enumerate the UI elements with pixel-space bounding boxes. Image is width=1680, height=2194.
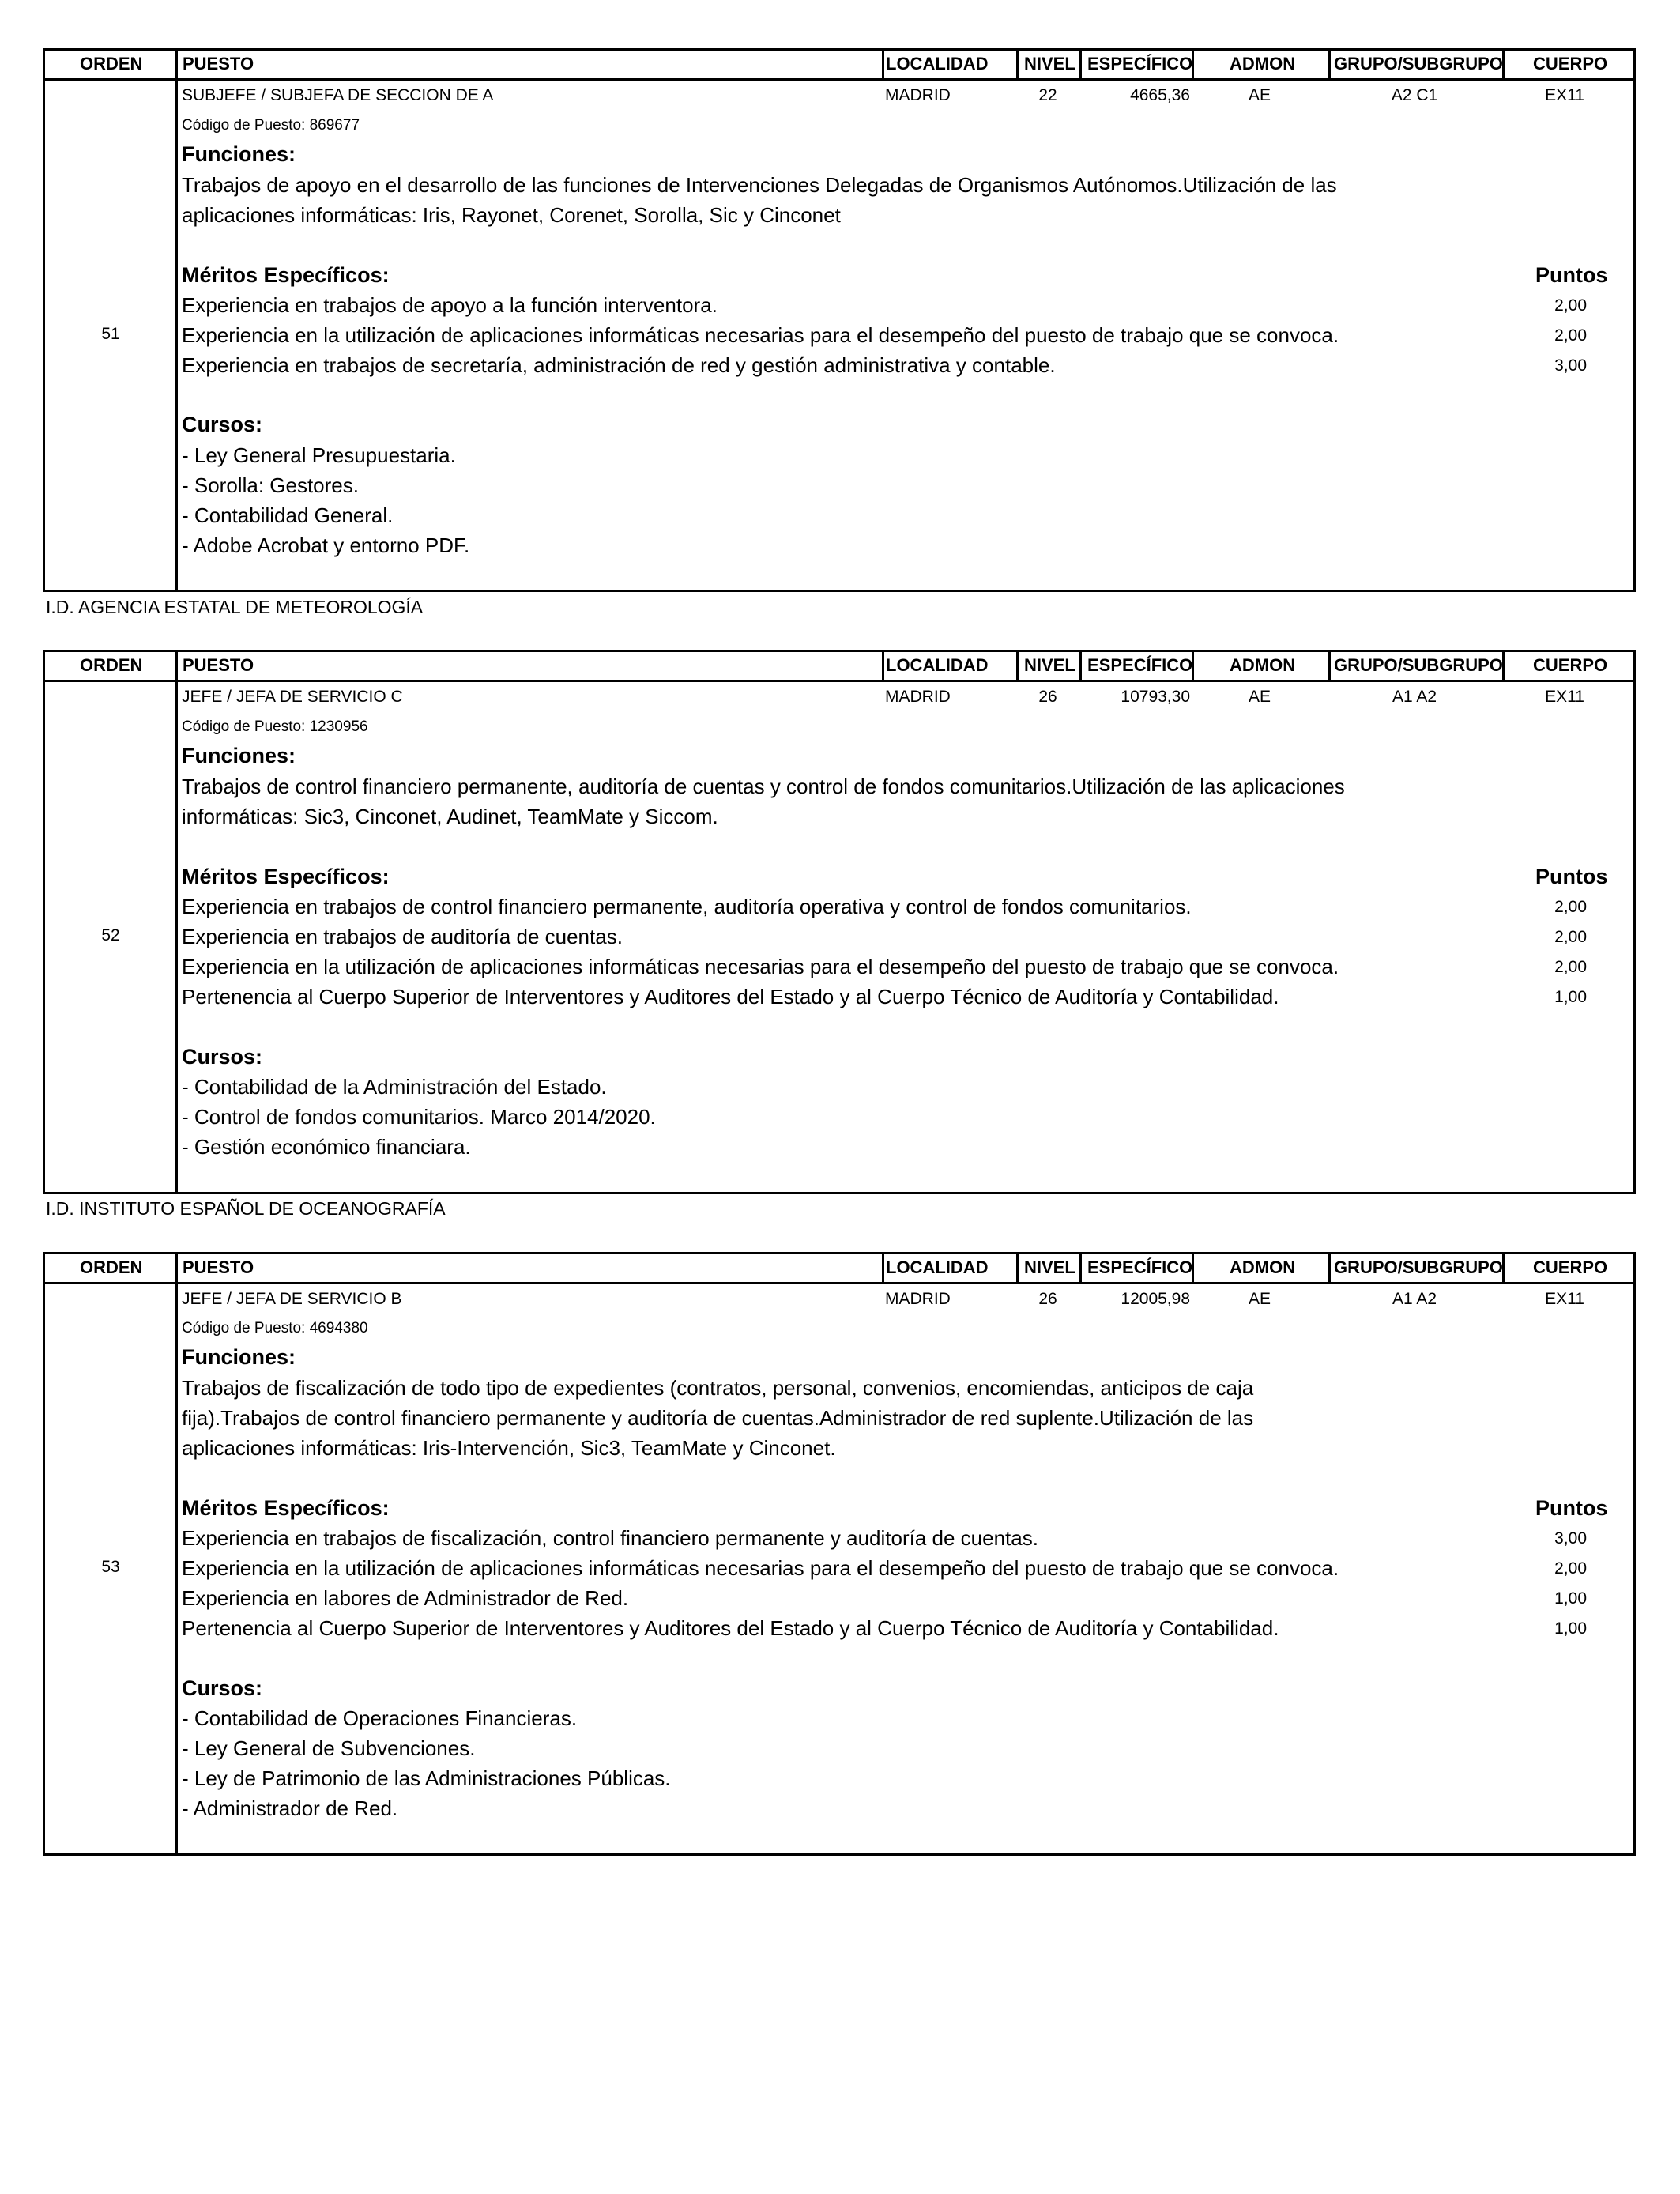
meritos-label: Méritos Específicos: [182, 865, 390, 888]
funciones-line: Trabajos de apoyo en el desarrollo de las funciones de Intervenciones Delegadas de Organismos Autónomos.Utilización de las [182, 173, 1337, 197]
admon-value: AE [1248, 1290, 1271, 1308]
header-separator [1502, 650, 1505, 681]
merito-puntos: 3,00 [1554, 356, 1587, 375]
merito-puntos: 3,00 [1554, 1529, 1587, 1547]
header-puesto: PUESTO [183, 655, 254, 675]
header-cuerpo: CUERPO [1533, 655, 1608, 675]
especifico-value: 10793,30 [1121, 688, 1190, 706]
funciones-line: Trabajos de control financiero permanente, auditoría de cuentas y control de fondos comunitarios.Utilización de las aplicaciones [182, 775, 1345, 798]
funciones-line: Trabajos de fiscalización de todo tipo de expedientes (contratos, personal, convenios, encomiendas, anticipos de caja [182, 1376, 1254, 1400]
orden-number: 51 [101, 325, 120, 343]
codigo-puesto: Código de Puesto: 869677 [182, 117, 360, 134]
header-separator [1016, 650, 1019, 681]
curso-item: - Administrador de Red. [182, 1796, 398, 1820]
column-header-row [43, 651, 1636, 680]
meritos-label: Méritos Específicos: [182, 263, 390, 287]
header-separator [1192, 1252, 1194, 1284]
localidad-value: MADRID [885, 86, 951, 104]
merito-text: Experiencia en la utilización de aplicaciones informáticas necesarias para el desempeño del puesto de trabajo que se convoca. [182, 323, 1339, 347]
header-separator [1328, 1252, 1331, 1284]
puntos-label: Puntos [1535, 865, 1608, 888]
curso-item: - Contabilidad de Operaciones Financieras. [182, 1706, 578, 1730]
header-puesto: PUESTO [183, 54, 254, 74]
header-admon: ADMON [1230, 1257, 1296, 1277]
admon-value: AE [1248, 688, 1271, 706]
header-grupo: GRUPO/SUBGRUPO [1334, 1257, 1503, 1277]
curso-item: - Contabilidad de la Administración del Estado. [182, 1075, 607, 1099]
section-title: I.D. INSTITUTO ESPAÑOL DE OCEANOGRAFÍA [46, 1198, 446, 1219]
admon-value: AE [1248, 86, 1271, 104]
section-title: I.D. AGENCIA ESTATAL DE METEOROLOGÍA [46, 597, 424, 617]
header-separator [1016, 48, 1019, 80]
merito-text: Experiencia en labores de Administrador de Red. [182, 1586, 629, 1610]
funciones-line: fija).Trabajos de control financiero permanente y auditoría de cuentas.Administrador de red suplente.Utilización de las [182, 1406, 1254, 1430]
header-especifico: ESPECÍFICO [1087, 655, 1193, 675]
header-separator [882, 48, 884, 80]
nivel-value: 26 [1038, 688, 1057, 706]
grupo-value: A2 C1 [1391, 86, 1438, 104]
header-localidad: LOCALIDAD [886, 54, 989, 74]
curso-item: - Control de fondos comunitarios. Marco 2014/2020. [182, 1105, 656, 1129]
header-grupo: GRUPO/SUBGRUPO [1334, 655, 1503, 675]
orden-number: 52 [101, 926, 120, 944]
header-separator [1079, 1252, 1082, 1284]
cuerpo-value: EX11 [1545, 1290, 1584, 1308]
merito-puntos: 2,00 [1554, 326, 1587, 345]
header-orden: ORDEN [80, 1257, 143, 1277]
entry-bottom-border [43, 1192, 1636, 1194]
curso-item: - Gestión económico financiara. [182, 1135, 471, 1159]
header-nivel: NIVEL [1024, 655, 1075, 675]
header-separator [1328, 48, 1331, 80]
header-separator [175, 650, 178, 1193]
header-bottom-border [43, 680, 1636, 682]
header-separator [882, 650, 884, 681]
header-separator [175, 1252, 178, 1856]
curso-item: - Adobe Acrobat y entorno PDF. [182, 533, 470, 557]
merito-text: Experiencia en la utilización de aplicaciones informáticas necesarias para el desempeño del puesto de trabajo que se convoca. [182, 955, 1339, 978]
nivel-value: 22 [1038, 86, 1057, 104]
merito-text: Experiencia en trabajos de auditoría de cuentas. [182, 925, 623, 948]
localidad-value: MADRID [885, 688, 951, 706]
header-nivel: NIVEL [1024, 54, 1075, 74]
curso-item: - Sorolla: Gestores. [182, 473, 359, 497]
header-separator [1079, 48, 1082, 80]
grupo-value: A1 A2 [1392, 688, 1437, 706]
merito-puntos: 2,00 [1554, 958, 1587, 976]
funciones-label: Funciones: [182, 1345, 296, 1369]
merito-text: Experiencia en trabajos de apoyo a la función interventora. [182, 293, 718, 317]
header-especifico: ESPECÍFICO [1087, 54, 1193, 74]
codigo-puesto: Código de Puesto: 4694380 [182, 1320, 368, 1336]
puesto-name: JEFE / JEFA DE SERVICIO C [182, 688, 403, 706]
merito-text: Experiencia en trabajos de secretaría, administración de red y gestión administrativa y contable. [182, 353, 1056, 377]
localidad-value: MADRID [885, 1290, 951, 1308]
header-orden: ORDEN [80, 655, 143, 675]
puntos-label: Puntos [1535, 263, 1608, 287]
header-separator [1502, 1252, 1505, 1284]
merito-text: Experiencia en la utilización de aplicaciones informáticas necesarias para el desempeño del puesto de trabajo que se convoca. [182, 1556, 1339, 1580]
header-admon: ADMON [1230, 54, 1296, 74]
header-grupo: GRUPO/SUBGRUPO [1334, 54, 1503, 74]
funciones-line: aplicaciones informáticas: Iris, Rayonet, Corenet, Sorolla, Sic y Cinconet [182, 203, 841, 227]
funciones-line: aplicaciones informáticas: Iris-Intervención, Sic3, TeamMate y Cinconet. [182, 1436, 836, 1460]
header-localidad: LOCALIDAD [886, 655, 989, 675]
merito-text: Experiencia en trabajos de control financiero permanente, auditoría operativa y control de fondos comunitarios. [182, 895, 1192, 918]
orden-number: 53 [101, 1558, 120, 1576]
header-orden: ORDEN [80, 54, 143, 74]
curso-item: - Ley de Patrimonio de las Administraciones Públicas. [182, 1766, 671, 1790]
cursos-label: Cursos: [182, 1676, 263, 1700]
merito-puntos: 1,00 [1554, 988, 1587, 1006]
header-separator [1328, 650, 1331, 681]
puesto-name: JEFE / JEFA DE SERVICIO B [182, 1290, 402, 1308]
funciones-label: Funciones: [182, 142, 296, 166]
header-puesto: PUESTO [183, 1257, 254, 1277]
header-cuerpo: CUERPO [1533, 54, 1608, 74]
especifico-value: 4665,36 [1130, 86, 1190, 104]
entry-bottom-border [43, 590, 1636, 592]
column-header-row [43, 1253, 1636, 1282]
header-separator [1502, 48, 1505, 80]
entry-frame-53 [43, 1252, 1636, 1856]
header-admon: ADMON [1230, 655, 1296, 675]
entry-bottom-border [43, 1853, 1636, 1856]
header-separator [882, 1252, 884, 1284]
merito-puntos: 2,00 [1554, 1559, 1587, 1578]
header-cuerpo: CUERPO [1533, 1257, 1608, 1277]
puesto-name: SUBJEFE / SUBJEFA DE SECCION DE A [182, 86, 494, 104]
header-especifico: ESPECÍFICO [1087, 1257, 1193, 1277]
codigo-puesto: Código de Puesto: 1230956 [182, 718, 368, 735]
grupo-value: A1 A2 [1392, 1290, 1437, 1308]
header-separator [1016, 1252, 1019, 1284]
header-separator [1192, 48, 1194, 80]
curso-item: - Ley General Presupuestaria. [182, 443, 456, 467]
puntos-label: Puntos [1535, 1496, 1608, 1520]
merito-text: Pertenencia al Cuerpo Superior de Interventores y Auditores del Estado y al Cuerpo Técnico de Auditoría y Contabilidad. [182, 1616, 1279, 1640]
merito-puntos: 2,00 [1554, 898, 1587, 916]
merito-puntos: 2,00 [1554, 928, 1587, 946]
header-nivel: NIVEL [1024, 1257, 1075, 1277]
funciones-label: Funciones: [182, 744, 296, 767]
header-separator [175, 48, 178, 591]
header-separator [1192, 650, 1194, 681]
cuerpo-value: EX11 [1545, 86, 1584, 104]
cursos-label: Cursos: [182, 413, 263, 436]
merito-puntos: 1,00 [1554, 1619, 1587, 1638]
merito-text: Experiencia en trabajos de fiscalización, control financiero permanente y auditoría de cuentas. [182, 1526, 1038, 1550]
cuerpo-value: EX11 [1545, 688, 1584, 706]
funciones-line: informáticas: Sic3, Cinconet, Audinet, TeamMate y Siccom. [182, 805, 718, 828]
especifico-value: 12005,98 [1121, 1290, 1190, 1308]
merito-puntos: 1,00 [1554, 1589, 1587, 1608]
header-localidad: LOCALIDAD [886, 1257, 989, 1277]
column-header-row [43, 50, 1636, 78]
merito-puntos: 2,00 [1554, 296, 1587, 315]
header-bottom-border [43, 1282, 1636, 1284]
curso-item: - Ley General de Subvenciones. [182, 1736, 476, 1760]
meritos-label: Méritos Específicos: [182, 1496, 390, 1520]
cursos-label: Cursos: [182, 1045, 263, 1069]
curso-item: - Contabilidad General. [182, 503, 394, 527]
header-separator [1079, 650, 1082, 681]
nivel-value: 26 [1038, 1290, 1057, 1308]
header-bottom-border [43, 78, 1636, 81]
merito-text: Pertenencia al Cuerpo Superior de Interventores y Auditores del Estado y al Cuerpo Técnico de Auditoría y Contabilidad. [182, 985, 1279, 1008]
